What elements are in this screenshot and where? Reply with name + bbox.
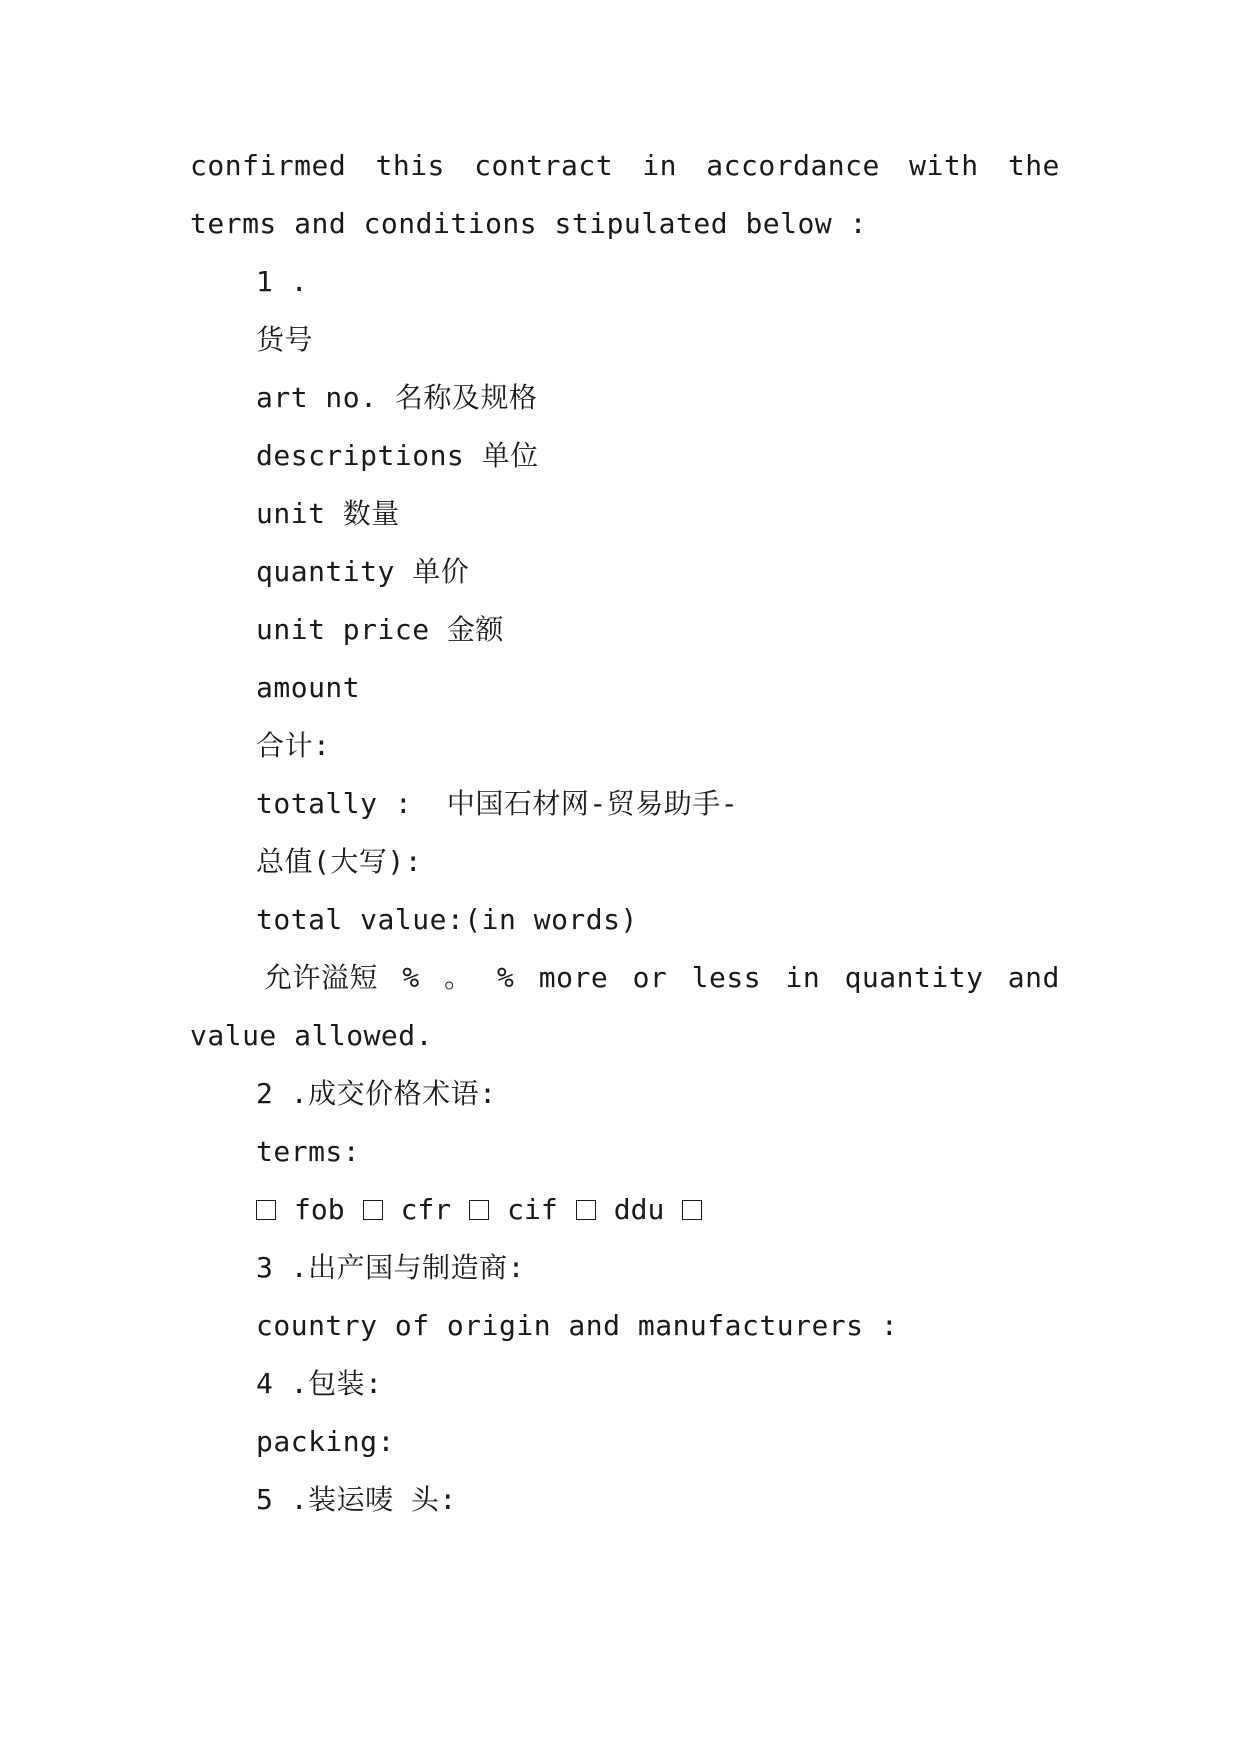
allowance-word: less [691, 961, 762, 994]
terms-label: terms: [256, 1135, 361, 1168]
section-4-subtitle: packing: [256, 1425, 395, 1458]
art-no-cn: 货号 [256, 323, 314, 356]
checkbox-ddu[interactable] [576, 1200, 596, 1220]
allowance-word: or [632, 961, 668, 994]
intro-word: the [1007, 149, 1060, 182]
amount-line: amount [256, 671, 361, 704]
unit-line: unit 数量 [256, 497, 400, 530]
allowance-word: % [497, 961, 515, 994]
intro-word: this [375, 149, 445, 182]
checkbox-cif[interactable] [469, 1200, 489, 1220]
section-4-title: 4 .包装: [256, 1367, 383, 1400]
unit-price-line: unit price 金额 [256, 613, 504, 646]
section-1-number: 1 . [256, 265, 309, 298]
section-3-title: 3 .出产国与制造商: [256, 1251, 525, 1284]
option-label: cif [507, 1193, 558, 1226]
allowance-word: in [785, 961, 821, 994]
option-label: ddu [613, 1193, 665, 1226]
section-5-title: 5 .装运唛 头: [256, 1483, 457, 1516]
allowance-word: and [1007, 961, 1060, 994]
total-value-en-line: total value:(in words) [256, 903, 638, 936]
intro-word: in [642, 149, 678, 182]
allowance-word: more [538, 961, 609, 994]
allowance-word: quantity [844, 961, 984, 994]
allowance-line-1 [264, 960, 1060, 996]
checkbox-other[interactable] [682, 1200, 702, 1220]
intro-word: contract [474, 149, 614, 182]
total-value-cn-line: 总值(大写): [256, 845, 423, 878]
intro-word: with [909, 149, 979, 182]
allowance-word: 允许溢短 [264, 961, 379, 994]
allowance-word: % [402, 961, 420, 994]
intro-word: confirmed [190, 149, 347, 182]
intro-line-2: terms and conditions stipulated below : [190, 207, 867, 240]
checkbox-fob[interactable] [256, 1200, 276, 1220]
intro-line-1 [190, 148, 1060, 184]
total-cn-line: 合计: [256, 729, 331, 762]
allowance-line-2: value allowed. [190, 1019, 434, 1052]
section-2-title: 2 .成交价格术语: [256, 1077, 497, 1110]
checkbox-cfr[interactable] [363, 1200, 383, 1220]
art-no-line: art no. 名称及规格 [256, 381, 538, 414]
allowance-word: 。 [444, 961, 473, 994]
intro-word: accordance [706, 149, 880, 182]
option-label: cfr [400, 1193, 452, 1226]
section-3-subtitle: country of origin and manufacturers : [256, 1309, 899, 1342]
option-label: fob [294, 1193, 345, 1226]
quantity-line: quantity 单价 [256, 555, 470, 588]
terms-options [256, 1192, 720, 1228]
descriptions-line: descriptions 单位 [256, 439, 539, 472]
totally-line: totally : 中国石材网-贸易助手- [256, 787, 739, 820]
